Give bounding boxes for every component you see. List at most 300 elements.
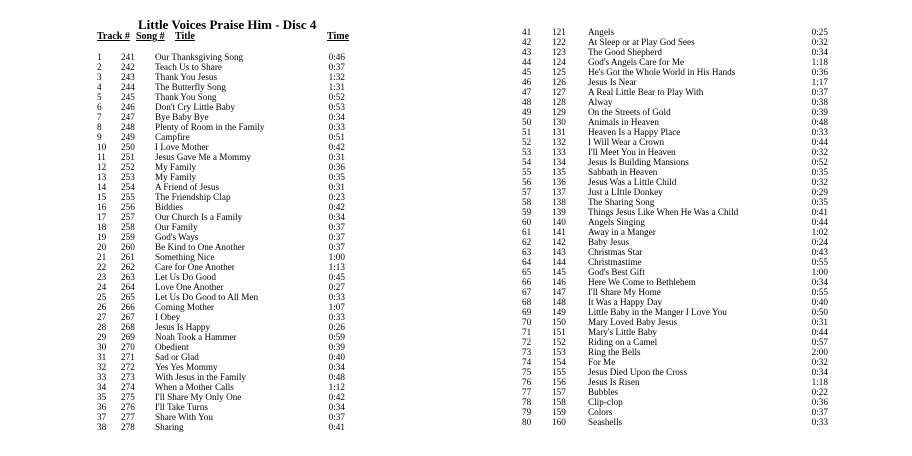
- song-time: 1:00: [328, 252, 345, 262]
- song-number: 271: [121, 352, 135, 362]
- song-time: 0:32: [811, 177, 828, 187]
- song-title: Jesus Is Happy: [155, 322, 211, 332]
- song-number: 268: [121, 322, 135, 332]
- song-time: 1:18: [811, 377, 828, 387]
- song-title: Just a LIttle Donkey: [588, 187, 663, 197]
- track-number: 80: [522, 417, 532, 427]
- song-title: Riding on a Camel: [588, 337, 658, 347]
- song-time: 0:38: [811, 97, 828, 107]
- track-row: [0, 107, 912, 117]
- song-number: 139: [552, 207, 566, 217]
- song-title: Jesus Was a Little Child: [588, 177, 677, 187]
- track-number: 35: [97, 392, 107, 402]
- track-number: 36: [97, 402, 107, 412]
- song-number: 258: [121, 222, 135, 232]
- song-time: 0:59: [328, 332, 345, 342]
- song-number: 249: [121, 132, 135, 142]
- song-time: 0:36: [811, 67, 828, 77]
- song-title: With Jesus in the Family: [155, 372, 246, 382]
- song-title: I'll Meet You in Heaven: [588, 147, 676, 157]
- track-number: 34: [97, 382, 107, 392]
- song-number: 259: [121, 232, 135, 242]
- song-time: 0:42: [328, 202, 345, 212]
- song-number: 253: [121, 172, 135, 182]
- song-title: Clip-clop: [588, 397, 623, 407]
- song-number: 266: [121, 302, 135, 312]
- track-number: 56: [522, 177, 532, 187]
- song-title: Mary's Little Baby: [588, 327, 658, 337]
- track-number: 27: [97, 312, 107, 322]
- song-title: Our Family: [155, 222, 198, 232]
- song-number: 255: [121, 192, 135, 202]
- song-number: 128: [552, 97, 566, 107]
- song-title: Jesus Gave Me a Mommy: [155, 152, 251, 162]
- song-time: 0:50: [811, 307, 828, 317]
- song-number: 151: [552, 327, 566, 337]
- song-title: The Sharing Song: [588, 197, 655, 207]
- song-title: God's Angels Care for Me: [588, 57, 685, 67]
- track-row: [0, 317, 912, 327]
- song-number: 252: [121, 162, 135, 172]
- song-time: 0:34: [811, 367, 828, 377]
- song-title: Campfire: [155, 132, 190, 142]
- track-row: [0, 167, 912, 177]
- track-number: 29: [97, 332, 107, 342]
- song-time: 0:33: [328, 312, 345, 322]
- song-time: 0:37: [328, 242, 345, 252]
- track-number: 46: [522, 77, 532, 87]
- song-title: Colors: [588, 407, 613, 417]
- track-number: 52: [522, 137, 532, 147]
- track-number: 58: [522, 197, 532, 207]
- song-title: For Me: [588, 357, 616, 367]
- track-number: 72: [522, 337, 532, 347]
- song-time: 0:45: [328, 272, 345, 282]
- song-time: 0:42: [328, 142, 345, 152]
- song-title: Mary Loved Baby Jesus: [588, 317, 678, 327]
- song-time: 0:44: [811, 137, 828, 147]
- song-number: 244: [121, 82, 135, 92]
- track-number: 2: [97, 62, 102, 72]
- song-number: 245: [121, 92, 135, 102]
- track-row: [0, 87, 912, 97]
- song-time: 0:34: [811, 277, 828, 287]
- song-title: Teach Us to Share: [155, 62, 222, 72]
- song-time: 0:46: [328, 52, 345, 62]
- track-number: 55: [522, 167, 532, 177]
- song-number: 269: [121, 332, 135, 342]
- song-number: 243: [121, 72, 135, 82]
- song-time: 0:48: [811, 117, 828, 127]
- track-row: [0, 227, 912, 237]
- song-number: 136: [552, 177, 566, 187]
- track-number: 11: [97, 152, 106, 162]
- song-title: Sharing: [155, 422, 184, 432]
- song-time: 0:34: [328, 212, 345, 222]
- track-number: 19: [97, 232, 107, 242]
- song-number: 157: [552, 387, 566, 397]
- song-time: 0:25: [811, 27, 828, 37]
- song-time: 1:02: [811, 227, 828, 237]
- track-number: 70: [522, 317, 532, 327]
- song-time: 0:52: [811, 157, 828, 167]
- track-number: 51: [522, 127, 532, 137]
- song-title: Heaven Is a Happy Place: [588, 127, 681, 137]
- song-time: 1:32: [328, 72, 345, 82]
- song-title: Christmastime: [588, 257, 642, 267]
- song-number: 122: [552, 37, 566, 47]
- track-number: 6: [97, 102, 102, 112]
- track-row: [0, 137, 912, 147]
- song-time: 0:52: [328, 92, 345, 102]
- track-number: 73: [522, 347, 532, 357]
- track-row: [0, 197, 912, 207]
- song-number: 248: [121, 122, 135, 132]
- song-time: 0:37: [328, 412, 345, 422]
- song-title: He's Got the Whole World in His Hands: [588, 67, 736, 77]
- song-title: Away in a Manger: [588, 227, 656, 237]
- track-row: [0, 397, 912, 407]
- song-title: I Obey: [155, 312, 181, 322]
- song-title: Our Thanksgiving Song: [155, 52, 244, 62]
- track-row: [0, 387, 912, 397]
- song-number: 149: [552, 307, 566, 317]
- song-time: 0:34: [328, 402, 345, 412]
- track-number: 48: [522, 97, 532, 107]
- song-time: 0:34: [328, 362, 345, 372]
- song-title: Coming Mother: [155, 302, 214, 312]
- song-title: On the Streets of Gold: [588, 107, 671, 117]
- song-time: 0:37: [811, 407, 828, 417]
- song-number: 256: [121, 202, 135, 212]
- song-number: 153: [552, 347, 566, 357]
- song-title: When a Mother Calls: [155, 382, 234, 392]
- song-title: God's Ways: [155, 232, 199, 242]
- song-time: 0:40: [328, 352, 345, 362]
- track-number: 78: [522, 397, 532, 407]
- song-number: 250: [121, 142, 135, 152]
- song-number: 251: [121, 152, 135, 162]
- song-time: 0:39: [328, 342, 345, 352]
- track-number: 61: [522, 227, 532, 237]
- song-time: 0:48: [328, 372, 345, 382]
- song-number: 129: [552, 107, 566, 117]
- song-time: 0:31: [328, 152, 345, 162]
- song-title: God's Best Gift: [588, 267, 645, 277]
- track-row: [0, 37, 912, 47]
- track-number: 47: [522, 87, 532, 97]
- song-title: Little Baby in the Manger I Love You: [588, 307, 727, 317]
- track-number: 64: [522, 257, 532, 267]
- song-time: 0:40: [811, 297, 828, 307]
- track-row: [0, 217, 912, 227]
- song-title: The Good Shepherd: [588, 47, 662, 57]
- track-number: 33: [97, 372, 107, 382]
- song-time: 1:31: [328, 82, 345, 92]
- track-row: [0, 147, 912, 157]
- song-title: Obedient: [155, 342, 189, 352]
- track-number: 54: [522, 157, 532, 167]
- track-number: 76: [522, 377, 532, 387]
- song-time: 0:37: [328, 62, 345, 72]
- song-number: 263: [121, 272, 135, 282]
- song-number: 272: [121, 362, 135, 372]
- song-time: 0:41: [328, 422, 345, 432]
- song-title: I Love Mother: [155, 142, 209, 152]
- song-number: 154: [552, 357, 566, 367]
- track-row: [0, 367, 912, 377]
- song-number: 135: [552, 167, 566, 177]
- song-time: 0:22: [811, 387, 828, 397]
- song-number: 270: [121, 342, 135, 352]
- song-time: 0:41: [811, 207, 828, 217]
- song-title: Bubbles: [588, 387, 619, 397]
- track-row: [0, 67, 912, 77]
- song-title: Be Kind to One Another: [155, 242, 245, 252]
- song-number: 138: [552, 197, 566, 207]
- track-number: 75: [522, 367, 532, 377]
- song-time: 1:17: [811, 77, 828, 87]
- track-number: 67: [522, 287, 532, 297]
- song-time: 0:32: [811, 357, 828, 367]
- track-number: 28: [97, 322, 107, 332]
- track-number: 66: [522, 277, 532, 287]
- song-title: Bye Baby Bye: [155, 112, 209, 122]
- song-time: 0:37: [328, 232, 345, 242]
- track-number: 31: [97, 352, 107, 362]
- song-number: 148: [552, 297, 566, 307]
- track-number: 5: [97, 92, 102, 102]
- song-number: 267: [121, 312, 135, 322]
- track-number: 69: [522, 307, 532, 317]
- track-row: [0, 187, 912, 197]
- song-number: 155: [552, 367, 566, 377]
- track-number: 22: [97, 262, 107, 272]
- track-number: 63: [522, 247, 532, 257]
- track-number: 21: [97, 252, 107, 262]
- song-title: Jesus Is Building Mansions: [588, 157, 689, 167]
- track-number: 13: [97, 172, 107, 182]
- song-time: 1:07: [328, 302, 345, 312]
- song-number: 262: [121, 262, 135, 272]
- song-time: 0:44: [811, 327, 828, 337]
- song-title: A Real Little Bear to Play With: [588, 87, 704, 97]
- track-row: [0, 117, 912, 127]
- song-title: Ring the Bells: [588, 347, 641, 357]
- song-time: 0:32: [811, 37, 828, 47]
- song-number: 141: [552, 227, 566, 237]
- track-row: [0, 27, 912, 37]
- track-number: 23: [97, 272, 107, 282]
- song-time: 0:31: [811, 317, 828, 327]
- song-time: 0:26: [328, 322, 345, 332]
- disc-title: Little Voices Praise Him - Disc 4: [138, 17, 317, 32]
- song-number: 247: [121, 112, 135, 122]
- track-number: 30: [97, 342, 107, 352]
- song-number: 264: [121, 282, 135, 292]
- song-title: Biddies: [155, 202, 184, 212]
- track-number: 15: [97, 192, 107, 202]
- track-row: [0, 357, 912, 367]
- song-time: 0:34: [811, 47, 828, 57]
- song-time: 1:13: [328, 262, 345, 272]
- track-row: [0, 237, 912, 247]
- song-number: 246: [121, 102, 135, 112]
- header-title: Title: [175, 31, 195, 42]
- song-time: 0:55: [811, 287, 828, 297]
- track-row: [0, 377, 912, 387]
- track-row: [0, 267, 912, 277]
- track-number: 42: [522, 37, 532, 47]
- song-title: Sabbath in Heaven: [588, 167, 658, 177]
- track-number: 45: [522, 67, 532, 77]
- song-time: 0:33: [811, 127, 828, 137]
- track-row: [0, 347, 912, 357]
- song-time: 0:36: [328, 162, 345, 172]
- song-number: 150: [552, 317, 566, 327]
- song-number: 144: [552, 257, 566, 267]
- song-number: 274: [121, 382, 135, 392]
- song-number: 160: [552, 417, 566, 427]
- track-number: 20: [97, 242, 107, 252]
- track-row: [0, 177, 912, 187]
- track-row: [0, 287, 912, 297]
- track-number: 25: [97, 292, 107, 302]
- song-time: 1:18: [811, 57, 828, 67]
- track-row: [0, 417, 912, 427]
- song-time: 0:44: [811, 217, 828, 227]
- song-title: Animals in Heaven: [588, 117, 659, 127]
- song-time: 0:37: [811, 87, 828, 97]
- song-title: Alway: [588, 97, 613, 107]
- song-time: 0:35: [328, 172, 345, 182]
- header-time: Time: [327, 31, 350, 42]
- track-number: 43: [522, 47, 532, 57]
- song-time: 0:29: [811, 187, 828, 197]
- song-time: 1:12: [328, 382, 345, 392]
- song-time: 0:33: [328, 122, 345, 132]
- song-number: 265: [121, 292, 135, 302]
- track-number: 60: [522, 217, 532, 227]
- song-number: 131: [552, 127, 566, 137]
- song-title: Seashells: [588, 417, 623, 427]
- song-time: 0:37: [328, 222, 345, 232]
- header-song: Song #: [136, 31, 165, 42]
- header-track: Track #: [97, 31, 130, 42]
- track-row: [0, 297, 912, 307]
- song-number: 133: [552, 147, 566, 157]
- track-number: 59: [522, 207, 532, 217]
- song-title: Something Nice: [155, 252, 215, 262]
- song-title: Let Us Do Good to All Men: [155, 292, 259, 302]
- track-number: 14: [97, 182, 107, 192]
- song-time: 0:39: [811, 107, 828, 117]
- song-time: 0:53: [328, 102, 345, 112]
- song-number: 277: [121, 412, 135, 422]
- song-time: 0:42: [328, 392, 345, 402]
- song-title: Thank You Song: [155, 92, 217, 102]
- song-time: 0:24: [811, 237, 828, 247]
- track-row: [0, 207, 912, 217]
- track-number: 3: [97, 72, 102, 82]
- track-number: 26: [97, 302, 107, 312]
- song-number: 159: [552, 407, 566, 417]
- song-number: 124: [552, 57, 566, 67]
- song-number: 147: [552, 287, 566, 297]
- song-title: Baby Jesus: [588, 237, 630, 247]
- song-time: 0:33: [328, 292, 345, 302]
- track-row: [0, 307, 912, 317]
- song-number: 142: [552, 237, 566, 247]
- song-number: 158: [552, 397, 566, 407]
- song-title: Noah Took a Hammer: [155, 332, 237, 342]
- song-number: 257: [121, 212, 135, 222]
- song-title: My Family: [155, 172, 197, 182]
- track-number: 62: [522, 237, 532, 247]
- song-title: Thank You Jesus: [155, 72, 218, 82]
- song-title: I Will Wear a Crown: [588, 137, 665, 147]
- song-title: Angels Singing: [588, 217, 645, 227]
- song-number: 260: [121, 242, 135, 252]
- song-time: 0:57: [811, 337, 828, 347]
- track-row: [0, 57, 912, 67]
- song-title: Don't Cry Little Baby: [155, 102, 235, 112]
- track-number: 71: [522, 327, 532, 337]
- song-title: The Butterfly Song: [155, 82, 226, 92]
- track-number: 37: [97, 412, 107, 422]
- song-number: 121: [552, 27, 566, 37]
- song-title: Plenty of Room in the Family: [155, 122, 265, 132]
- song-number: 241: [121, 52, 135, 62]
- song-title: I'll Share My Only One: [155, 392, 242, 402]
- song-number: 134: [552, 157, 566, 167]
- song-title: The Friendship Clap: [155, 192, 231, 202]
- track-row: [0, 127, 912, 137]
- song-number: 254: [121, 182, 135, 192]
- song-number: 137: [552, 187, 566, 197]
- song-title: Let Us Do Good: [155, 272, 216, 282]
- song-number: 125: [552, 67, 566, 77]
- track-number: 65: [522, 267, 532, 277]
- track-row: [0, 47, 912, 57]
- song-title: I'll Share My Home: [588, 287, 661, 297]
- song-number: 146: [552, 277, 566, 287]
- song-number: 152: [552, 337, 566, 347]
- song-time: 1:00: [811, 267, 828, 277]
- song-number: 156: [552, 377, 566, 387]
- track-number: 18: [97, 222, 107, 232]
- track-row: [0, 327, 912, 337]
- song-title: Things Jesus Like When He Was a Child: [588, 207, 739, 217]
- track-number: 32: [97, 362, 107, 372]
- track-number: 77: [522, 387, 532, 397]
- track-number: 50: [522, 117, 532, 127]
- track-number: 44: [522, 57, 532, 67]
- song-number: 140: [552, 217, 566, 227]
- song-title: Love One Another: [155, 282, 224, 292]
- track-number: 41: [522, 27, 532, 37]
- track-number: 79: [522, 407, 532, 417]
- track-number: 7: [97, 112, 102, 122]
- song-title: Care for One Another: [155, 262, 235, 272]
- track-number: 12: [97, 162, 107, 172]
- song-number: 145: [552, 267, 566, 277]
- track-row: [0, 337, 912, 347]
- track-row: [0, 77, 912, 87]
- song-time: 2:00: [811, 347, 828, 357]
- track-number: 74: [522, 357, 532, 367]
- song-time: 0:27: [328, 282, 345, 292]
